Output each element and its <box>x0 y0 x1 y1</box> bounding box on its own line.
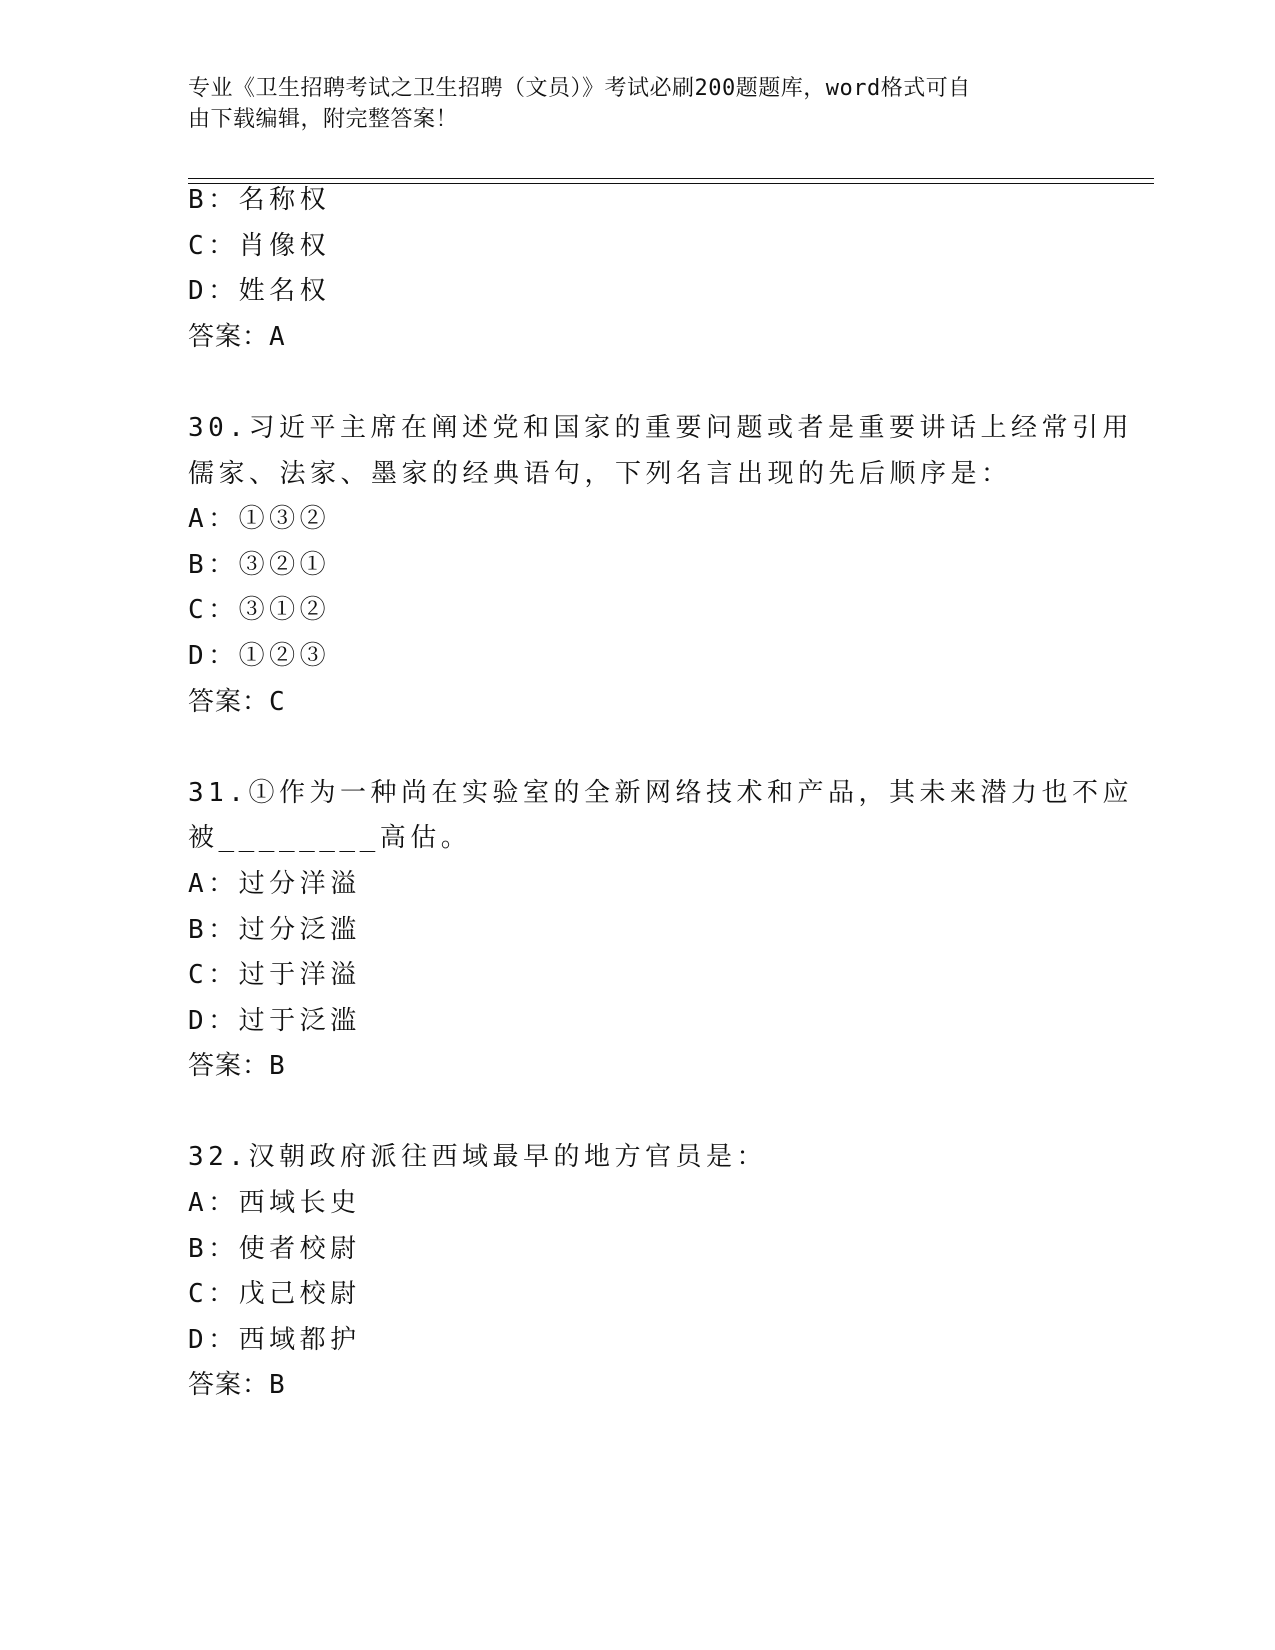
q32-option-d: D：西域都护 <box>188 1324 361 1355</box>
q31-option-b: B：过分泛滥 <box>188 914 361 945</box>
q30-answer: 答案：C <box>188 686 286 717</box>
q31-stem-line-2: 被________高估。 <box>188 823 472 854</box>
header-line-1: 专业《卫生招聘考试之卫生招聘（文员）》考试必刷200题题库，word格式可自 <box>188 76 971 101</box>
document-header <box>188 73 1068 135</box>
q30-option-b: B：③②① <box>188 549 331 580</box>
q31-option-d: D：过于泛滥 <box>188 1005 361 1036</box>
q31-option-a: A：过分洋溢 <box>188 868 361 899</box>
header-line-2: 由下载编辑，附完整答案！ <box>188 107 459 132</box>
q30-stem-line-2: 儒家、法家、墨家的经典语句，下列名言出现的先后顺序是： <box>188 458 1012 489</box>
q32-answer: 答案：B <box>188 1370 286 1401</box>
q31-stem-line-1: 31.①作为一种尚在实验室的全新网络技术和产品，其未来潜力也不应 <box>188 777 1133 808</box>
q29-option-b: B：名称权 <box>188 185 331 215</box>
q30-option-a: A：①③② <box>188 504 331 535</box>
spacer <box>188 725 1088 771</box>
q31-option-c: C：过于洋溢 <box>188 960 361 991</box>
q30-stem-line-1: 30.习近平主席在阐述党和国家的重要问题或者是重要讲话上经常引用 <box>188 412 1133 443</box>
q30-option-d: D：①②③ <box>188 640 331 671</box>
q29-option-c: C：肖像权 <box>188 230 331 261</box>
q32-stem-line-1: 32.汉朝政府派往西域最早的地方官员是： <box>188 1142 767 1173</box>
spacer <box>188 360 1088 406</box>
q30-option-c: C：③①② <box>188 595 331 626</box>
question-list <box>188 178 1133 1409</box>
q29-answer: 答案：A <box>188 321 286 352</box>
q29-option-d: D：姓名权 <box>188 276 331 307</box>
q32-option-b: B：使者校尉 <box>188 1233 361 1264</box>
q32-option-a: A：西域长史 <box>188 1188 361 1219</box>
spacer <box>188 1090 1088 1136</box>
q32-option-c: C：戊己校尉 <box>188 1279 361 1310</box>
q31-answer: 答案：B <box>188 1051 286 1082</box>
